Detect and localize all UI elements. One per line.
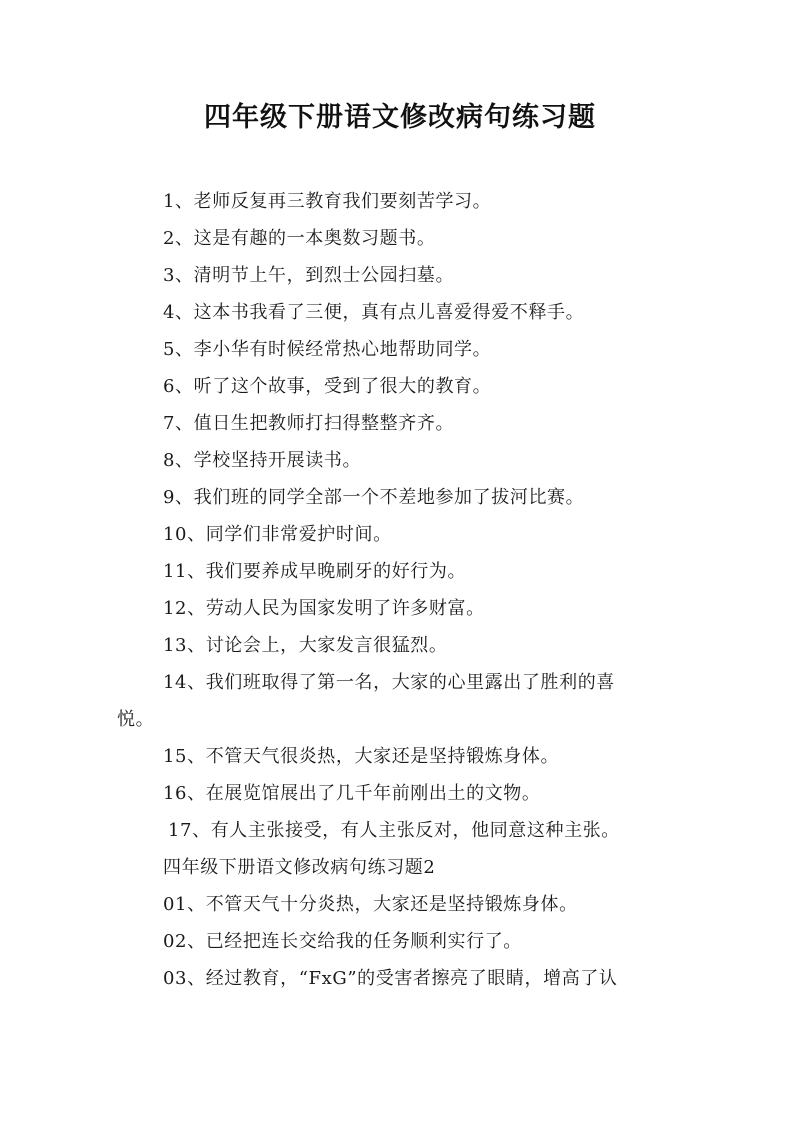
exercise-line-02: 02、已经把连长交给我的任务顺利实行了。	[163, 931, 522, 952]
document-body	[117, 183, 692, 997]
exercise-line-1: 1、老师反复再三教育我们要刻苦学习。	[163, 191, 492, 212]
exercise-line-14: 14、我们班取得了第一名，大家的心里露出了胜利的喜	[163, 672, 615, 693]
exercise-line-17: 17、有人主张接受，有人主张反对，他同意这种主张。	[168, 820, 620, 841]
exercise-line-8: 8、学校坚持开展读书。	[163, 450, 362, 471]
exercise-line-9: 9、我们班的同学全部一个不差地参加了拔河比赛。	[163, 487, 585, 508]
exercise-line-14-continuation: 悦。	[117, 709, 155, 730]
exercise-line-03: 03、经过教育，“FxG”的受害者擦亮了眼睛，增高了认	[163, 968, 618, 989]
exercise-line-10: 10、同学们非常爱护时间。	[163, 524, 392, 545]
exercise-line-2: 2、这是有趣的一本奥数习题书。	[163, 228, 436, 249]
exercise-line-3: 3、清明节上午，到烈士公园扫墓。	[163, 265, 455, 286]
exercise-line-6: 6、听了这个故事，受到了很大的教育。	[163, 376, 492, 397]
exercise-line-11: 11、我们要养成早晚刷牙的好行为。	[163, 561, 467, 582]
exercise-line-5: 5、李小华有时候经常热心地帮助同学。	[163, 339, 492, 360]
exercise-line-16: 16、在展览馆展出了几千年前刚出土的文物。	[163, 783, 541, 804]
exercise-line-7: 7、值日生把教师打扫得整整齐齐。	[163, 413, 455, 434]
document-title: 四年级下册语文修改病句练习题	[204, 102, 596, 133]
exercise-line-12: 12、劳动人民为国家发明了许多财富。	[163, 598, 485, 619]
exercise-line-13: 13、讨论会上，大家发言很猛烈。	[163, 635, 448, 656]
section-heading-2: 四年级下册语文修改病句练习题2	[163, 857, 436, 878]
exercise-line-15: 15、不管天气很炎热，大家还是坚持锻炼身体。	[163, 746, 560, 767]
exercise-line-01: 01、不管天气十分炎热，大家还是坚持锻炼身体。	[163, 894, 578, 915]
exercise-line-4: 4、这本书我看了三便，真有点儿喜爱得爱不释手。	[163, 302, 585, 323]
